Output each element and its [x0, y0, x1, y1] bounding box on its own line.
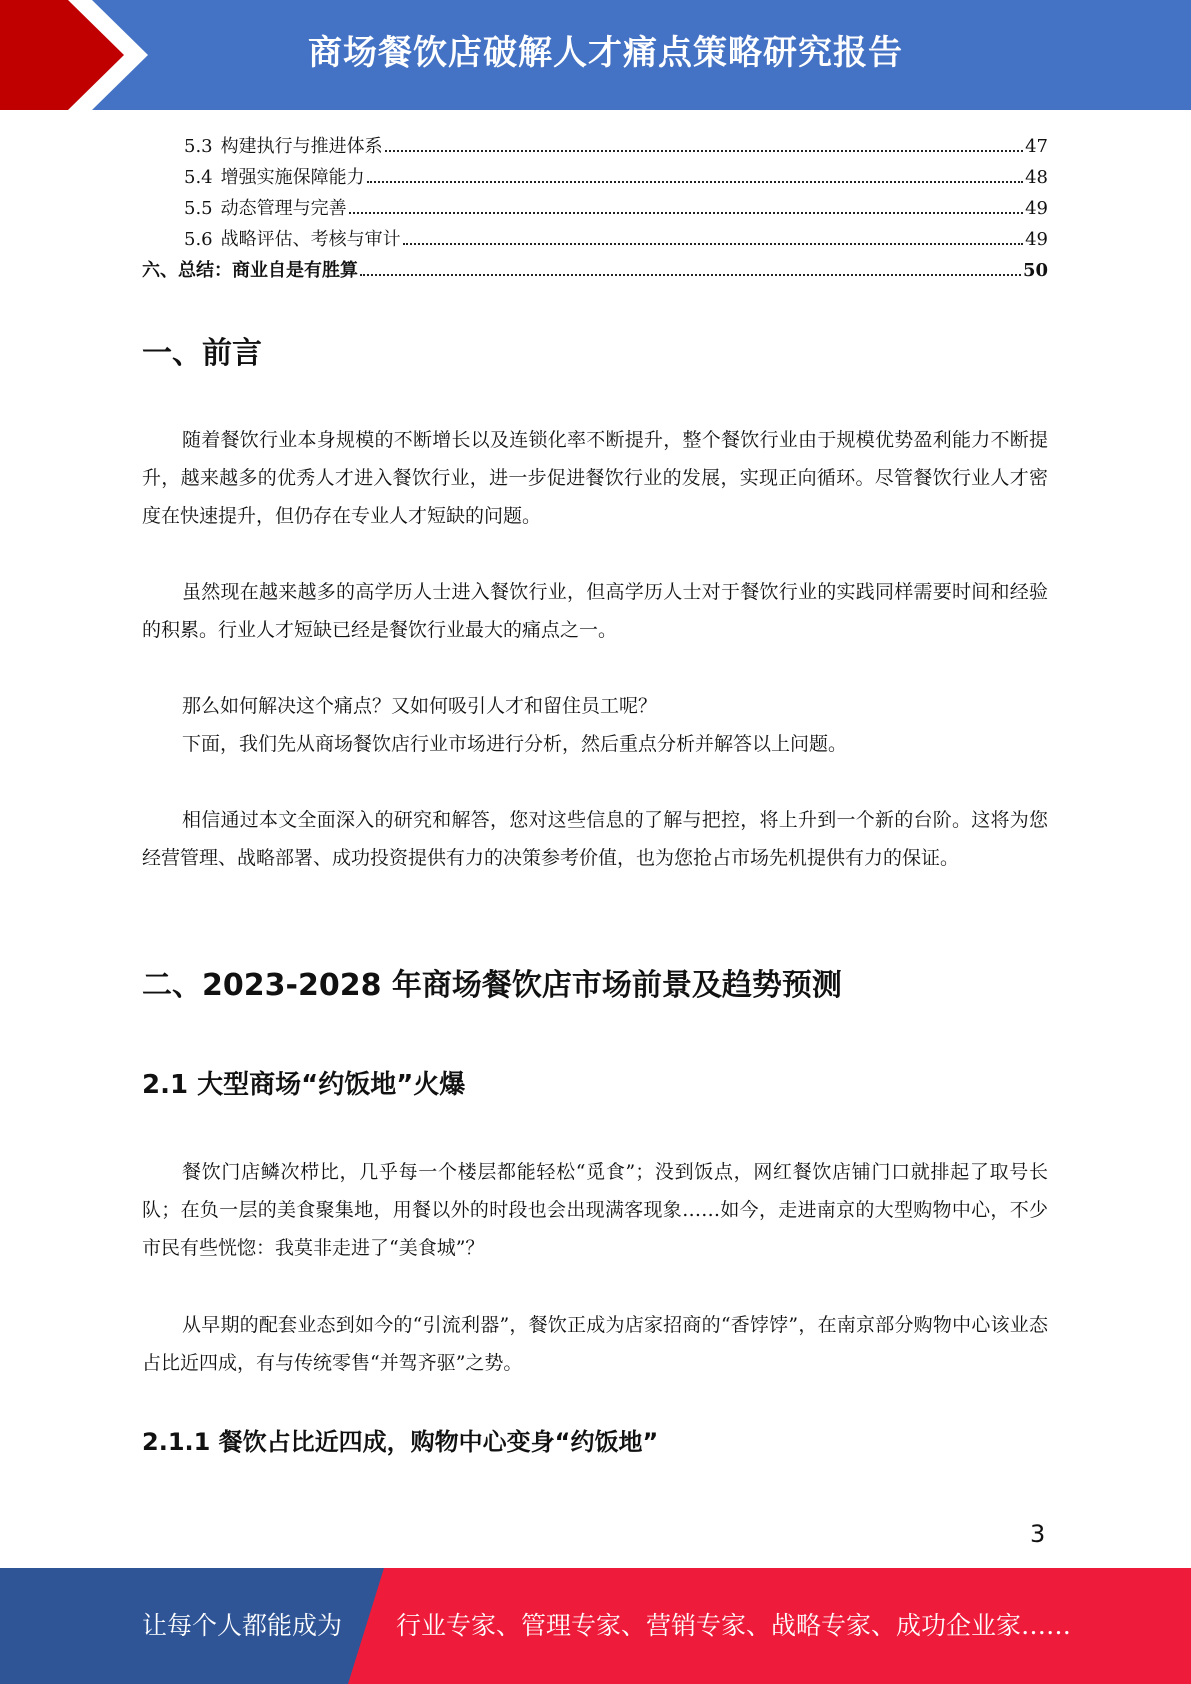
toc-item-page: 48 — [1025, 167, 1048, 188]
paragraph: 餐饮门店鳞次栉比，几乎每一个楼层都能轻松“觅食”；没到饭点，网红餐饮店铺门口就排起了取号长队；在负一层的美食聚集地，用餐以外的时段也会出现满客现象……如今，走进南京的大型购物中心，不少市民有些恍惚：我莫非走进了“美食城”？ — [142, 1161, 1048, 1259]
toc-item-label: 六、总结：商业自是有胜算 — [142, 260, 358, 281]
toc-item-label: 构建执行与推进体系 — [220, 136, 383, 157]
page-footer — [0, 1568, 1191, 1684]
toc-item[interactable] — [142, 163, 1048, 194]
paragraph: 随着餐饮行业本身规模的不断增长以及连锁化率不断提升，整个餐饮行业由于规模优势盈利能力不断提升，越来越多的优秀人才进入餐饮行业，进一步促进餐饮行业的发展，实现正向循环。尽管餐饮行业人才密度在快速提升，但仍存在专业人才短缺的问题。 — [142, 429, 1048, 527]
toc-item-page: 50 — [1022, 260, 1048, 281]
toc-item-page: 47 — [1025, 136, 1048, 157]
toc-item-page: 49 — [1025, 198, 1048, 219]
page-header — [0, 0, 1191, 110]
paragraph: 下面，我们先从商场餐饮店行业市场进行分析，然后重点分析并解答以上问题。 — [182, 733, 848, 755]
toc-item-number: 5.6 — [184, 229, 213, 250]
table-of-contents — [142, 132, 1048, 287]
toc-item-number: 5.4 — [184, 167, 213, 188]
toc-item-chapter[interactable] — [142, 256, 1048, 287]
footer-slogan-right: 行业专家、管理专家、营销专家、战略专家、成功企业家…… — [396, 1611, 1072, 1640]
toc-item-label: 战略评估、考核与审计 — [220, 229, 401, 250]
subsubsection-heading: 2.1.1 餐饮占比近四成，购物中心变身“约饭地” — [142, 1428, 659, 1456]
paragraph: 那么如何解决这个痛点？又如何吸引人才和留住员工呢？ — [182, 695, 658, 717]
toc-item-page: 49 — [1025, 229, 1048, 250]
footer-slogan-left: 让每个人都能成为 — [142, 1611, 343, 1640]
page-number: 3 — [1030, 1520, 1046, 1548]
toc-item-number: 5.3 — [184, 136, 213, 157]
toc-item-number: 5.5 — [184, 198, 213, 219]
toc-leader-dots — [349, 212, 1023, 214]
paragraph: 虽然现在越来越多的高学历人士进入餐饮行业，但高学历人士对于餐饮行业的实践同样需要时间和经验的积累。行业人才短缺已经是餐饮行业最大的痛点之一。 — [142, 581, 1048, 641]
toc-item-label: 增强实施保障能力 — [220, 167, 365, 188]
toc-item-label: 动态管理与完善 — [220, 198, 347, 219]
section-heading-market-outlook: 二、2023-2028 年商场餐饮店市场前景及趋势预测 — [142, 968, 842, 1003]
paragraph: 相信通过本文全面深入的研究和解答，您对这些信息的了解与把控，将上升到一个新的台阶。这将为您经营管理、战略部署、成功投资提供有力的决策参考价值，也为您抢占市场先机提供有力的保证。 — [142, 809, 1048, 869]
section-heading-preface: 一、前言 — [142, 336, 262, 371]
toc-leader-dots — [360, 274, 1021, 276]
subsection-heading: 2.1 大型商场“约饭地”火爆 — [142, 1070, 466, 1100]
toc-item[interactable] — [142, 194, 1048, 225]
toc-item[interactable] — [142, 225, 1048, 256]
paragraph: 从早期的配套业态到如今的“引流利器”，餐饮正成为店家招商的“香饽饽”，在南京部分购物中心该业态占比近四成，有与传统零售“并驾齐驱”之势。 — [142, 1314, 1048, 1374]
toc-leader-dots — [403, 243, 1023, 245]
header-title: 商场餐饮店破解人才痛点策略研究报告 — [308, 33, 903, 73]
toc-leader-dots — [385, 150, 1023, 152]
toc-leader-dots — [367, 181, 1023, 183]
toc-item[interactable] — [142, 132, 1048, 163]
